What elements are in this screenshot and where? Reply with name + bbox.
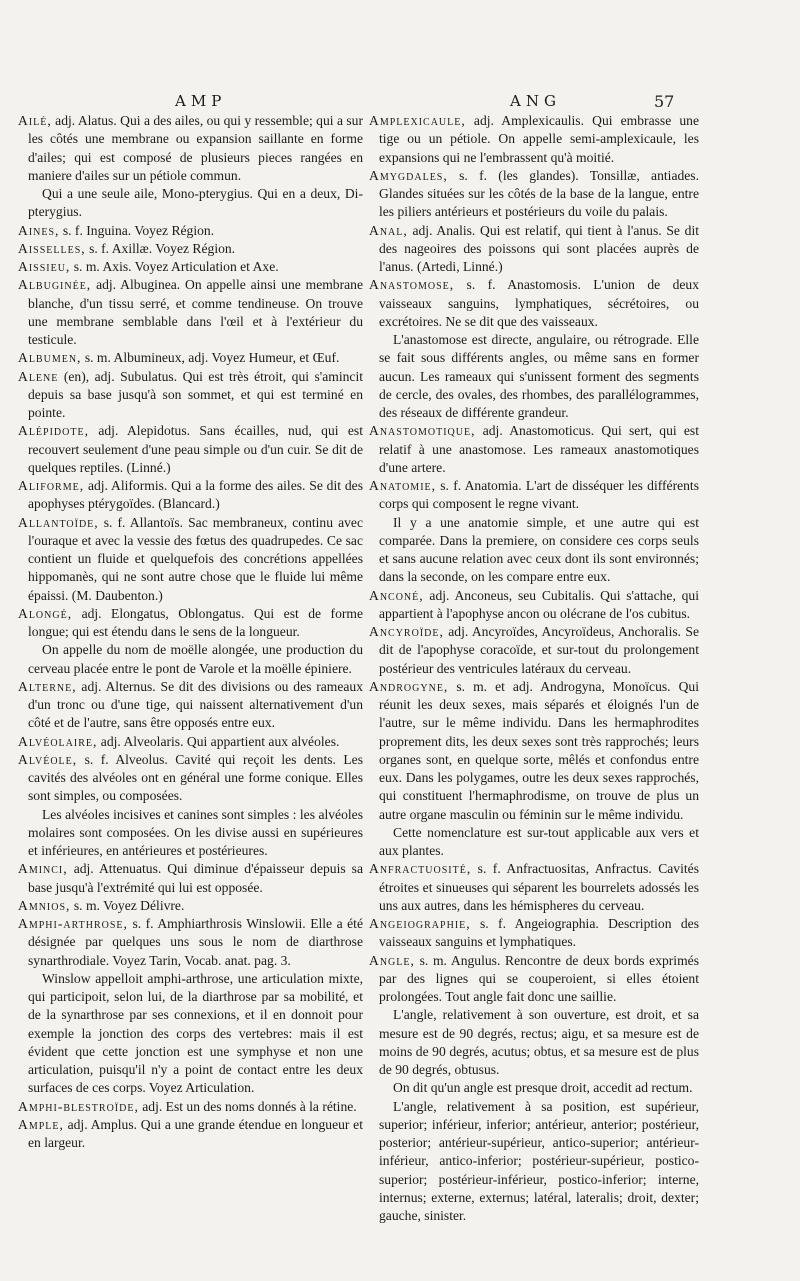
entry-text: adj. Anconeus, seu Cubitalis. Qui s'attache, qui appartient à l'apophyse ancon ou olécrane de l'os cubitus. xyxy=(379,587,699,621)
dictionary-entry xyxy=(18,751,363,806)
entry-paragraph xyxy=(18,641,363,678)
entry-text: s. f. Allantoïs. Sac membraneux, continu avec l'ouraque et avec la vessie des fœtus des quadrupedes. Ce sac contient un fluide et quelquefois des concrétions appellées hippomanès, qui ne sont autre chose que le fluide lui même épaissi. (M. Daubenton.) xyxy=(28,514,363,603)
dictionary-entry xyxy=(369,112,699,167)
entry-text: s. m. et adj. Androgyna, Monoïcus. Qui réunit les deux sexes, mais séparés et éloignés l'un de l'autre, sur le même individu. Dans les hermaphrodites proprement dits, les deux sexes sont très rapprochés; leurs organes sont, en quelque sorte, mêlés et confondus entre eux. Dans les polygames, outre les deux sexes rapprochés, qui constituent l'hermaphrodisme, on trouve de plus un autre organe masculin ou féminin sur le même individu. xyxy=(379,678,699,822)
entry-text: Il y a une anatomie simple, et une autre qui est comparée. Dans la premiere, on considere ces corps seuls et sans aucune relation avec ceux dont ils sont environnés; dans la seconde, on les compare entre eux. xyxy=(379,514,699,585)
entry-text: L'anastomose est directe, angulaire, ou rétrograde. Elle se fait sous différents angles, ou même sans en former aucun. Les rameaux qui s'unissent forment des segments de cercle, des ovales, des rhombes, des parallélogrammes, des réseaux de différente grandeur. xyxy=(379,332,699,420)
entry-headword: Alvéole, xyxy=(18,751,78,767)
entry-headword: Angle, xyxy=(369,952,415,968)
entry-text: L'angle, relativement à sa position, est supérieur, superior; inférieur, inferior; antérieur, anterior; postérieur, posterior; antérieur-supérieur, antico-superior; antérieur-inférieur, antico-inferior; postérieur-supérieur, postico-superior; postérieur-inférieur, postico-inferior; interne, internus; externe, externus; latéral, lateralis; droit, dexter; gauche, sinister. xyxy=(379,1098,699,1223)
running-header xyxy=(0,90,800,114)
entry-text: s. m. Voyez Délivre. xyxy=(70,897,185,913)
entry-text: s. f. Alveolus. Cavité qui reçoit les dents. Les cavités des alvéoles ont en général une forme conique. Elles sont simples, ou composées. xyxy=(28,751,363,804)
dictionary-entry xyxy=(18,678,363,733)
entry-text: Qui a une seule aile, Mono-pterygius. Qui en a deux, Di-pterygius. xyxy=(28,186,363,220)
dictionary-entry xyxy=(18,422,363,477)
dictionary-entry xyxy=(369,422,699,477)
dictionary-entry xyxy=(369,222,699,277)
entry-headword: Anfractuosité, xyxy=(369,861,472,877)
entry-text: adj. Elongatus, Oblongatus. Qui est de forme longue; qui est étendu dans le sens de la longueur. xyxy=(28,605,363,639)
entry-text: Winslow appelloit amphi-arthrose, une articulation mixte, qui participoit, selon lui, de la diarthrose par sa mobilité, et de la synarthrose par ses connexions, et il en donnoit pour exemple la jonction des corps des vertebres: mais il est évident que cette jonction est une symphyse et non une articulation, puisqu'il n'y a point de contact entre les deux surfaces de ces corps. Voyez Articulation. xyxy=(28,970,363,1096)
dictionary-entry xyxy=(18,222,363,240)
entry-text: adj. Aliformis. Qui a la forme des ailes. Se dit des apophyses ptérygoïdes. (Blancard.) xyxy=(28,478,363,512)
dictionary-entry xyxy=(18,258,363,276)
entry-paragraph xyxy=(369,331,699,422)
entry-headword: Alépidote, xyxy=(18,423,89,439)
entry-text: adj. Anastomoticus. Qui sert, qui est relatif à une anastomose. Les rameaux anastomotiques d'une artere. xyxy=(379,423,699,475)
entry-text: s. f. (les glandes). Tonsillæ, antiades. Glandes situées sur les côtés de la base de la langue, entre les piliers antérieurs et postérieurs du voile du palais. xyxy=(379,167,699,220)
dictionary-entry xyxy=(18,605,363,642)
entry-headword: Albumen, xyxy=(18,350,82,366)
dictionary-entry xyxy=(18,915,363,970)
entry-headword: Amphi-arthrose, xyxy=(18,916,128,931)
entry-text: adj. Est un des noms donnés à la rétine. xyxy=(138,1098,357,1114)
entry-text: s. f. Axillæ. Voyez Région. xyxy=(85,240,236,256)
entry-headword: Anastomose, xyxy=(369,277,455,293)
entry-paragraph xyxy=(369,1098,699,1226)
entry-text: adj. Alatus. Qui a des ailes, ou qui y ressemble; qui a sur les côtés une membrane ou expansion saillante en forme d'ailes; qui est composé de plusieurs pieces rangées en maniere d'ailes sur un pétiole commun. xyxy=(28,113,363,183)
entry-text: adj. Albuginea. On appelle ainsi une membrane blanche, d'un tissu serré, et comme tendineuse. On trouve une membrane semblable dans l'œil et à l'extérieur du testicule. xyxy=(28,277,363,347)
entry-text: (en), adj. Subulatus. Qui est très étroit, qui s'amincit depuis sa base jusqu'à son sommet, et qui est terminé en pointe. xyxy=(28,368,363,420)
dictionary-entry xyxy=(18,1116,363,1153)
entry-text: Cette nomenclature est sur-tout applicable aux vers et aux plantes. xyxy=(379,824,699,858)
entry-text: adj. Analis. Qui est relatif, qui tient à l'anus. Se dit des nageoires des poissons qui sont placées auprès de l'anus. (Artedi, Linné.) xyxy=(379,222,699,274)
dictionary-entry xyxy=(18,349,363,367)
dictionary-entry xyxy=(18,112,363,185)
dictionary-entry xyxy=(369,952,699,1007)
entry-paragraph xyxy=(18,970,363,1098)
entry-text: adj. Amplus. Qui a une grande étendue en longueur et en largeur. xyxy=(28,1116,363,1150)
header-right-guide-word: ANG xyxy=(510,92,561,110)
entry-headword: Amygdales, xyxy=(369,167,448,183)
entry-headword: Anastomotique, xyxy=(369,423,476,439)
entry-headword: Amplexicaule, xyxy=(369,113,466,128)
dictionary-entry xyxy=(18,1098,363,1116)
entry-headword: Alene xyxy=(18,368,59,384)
dictionary-entry xyxy=(369,860,699,915)
dictionary-entry xyxy=(369,276,699,331)
entry-headword: Amphi-blestroïde, xyxy=(18,1098,139,1114)
entry-headword: Alvéolaire, xyxy=(18,733,98,749)
entry-text: On dit qu'un angle est presque droit, accedit ad rectum. xyxy=(393,1080,693,1096)
entry-text: s. f. Amphiarthrosis Winslowii. Elle a été désignée par quelques uns sous le nom de diarthrose synarthrodiale. Voyez Tarin, Vocab. anat. pag. 3. xyxy=(28,916,363,968)
dictionary-entry xyxy=(369,167,699,222)
dictionary-entry xyxy=(18,514,363,605)
dictionary-entry xyxy=(18,477,363,514)
entry-headword: Anatomie, xyxy=(369,478,437,493)
entry-text: s. m. Angulus. Rencontre de deux bords exprimés par des lignes qui se couperoient, si elles étoient prolongées. Tout angle fait donc une saillie. xyxy=(379,952,699,1004)
entry-headword: Ailé, xyxy=(18,113,52,128)
entry-text: s. f. Anfractuositas, Anfractus. Cavités étroites et sinueuses qui séparent les bourrelets adossés les uns aux autres, dans les hémispheres du cerveau. xyxy=(379,861,699,913)
dictionary-entry xyxy=(369,477,699,514)
dictionary-entry xyxy=(18,368,363,423)
entry-text: adj. Amplexicaulis. Qui embrasse une tige ou un pétiole. On appelle semi-amplexicaule, les expansions qui ne l'embrassent qu'à moitié. xyxy=(379,113,699,165)
entry-headword: Albuginée, xyxy=(18,277,92,293)
left-column xyxy=(18,112,363,1152)
entry-text: adj. Ancyroïdes, Ancyroïdeus, Anchoralis. Se dit de l'apophyse coracoïde, et sur-tout du prolongement postérieur des ventricules latéraux du cerveau. xyxy=(379,624,699,676)
entry-text: Les alvéoles incisives et canines sont simples : les alvéoles molaires sont composées. On les divise aussi en supérieures et inférieures, en antérieures et postérieures. xyxy=(28,806,363,858)
entry-headword: Angeiographie, xyxy=(369,916,471,931)
entry-headword: Alongé, xyxy=(18,605,73,621)
dictionary-entry xyxy=(18,897,363,915)
entry-paragraph xyxy=(18,806,363,861)
entry-paragraph xyxy=(18,185,363,222)
dictionary-entry xyxy=(18,276,363,349)
entry-text: L'angle, relativement à son ouverture, est droit, et sa mesure est de 90 degrés, rectus; aigu, et sa mesure est de moins de 90 degrés, acutus; obtus, et sa mesure est de plus de 90 degrés, obtusus. xyxy=(379,1007,699,1077)
entry-headword: Aliforme, xyxy=(18,478,85,493)
entry-headword: Androgyne, xyxy=(369,678,449,694)
entry-headword: Allantoïde, xyxy=(18,514,99,530)
entry-headword: Aminci, xyxy=(18,861,68,877)
entry-headword: Aisselles, xyxy=(18,240,86,256)
right-column xyxy=(369,112,699,1225)
entry-text: adj. Alternus. Se dit des divisions ou des rameaux d'un tronc ou d'une tige, qui naissent alternativement d'un côté et de l'autre, sans être opposés entre eux. xyxy=(28,678,363,731)
entry-text: s. f. Angeiographia. Description des vaisseaux sanguins et lymphatiques. xyxy=(379,916,699,950)
entry-paragraph xyxy=(369,1006,699,1079)
entry-headword: Anal, xyxy=(369,222,408,238)
entry-text: adj. Alveolaris. Qui appartient aux alvéoles. xyxy=(97,733,340,749)
entry-text: adj. Alepidotus. Sans écailles, nud, qui est recouvert seulement d'une peau simple ou d'un cuir. Se dit de quelques reptiles. (Linné.) xyxy=(28,423,363,475)
entry-headword: Anconé, xyxy=(369,587,424,603)
entry-text: adj. Attenuatus. Qui diminue d'épaisseur depuis sa base jusqu'à l'extrémité qui lui est opposée. xyxy=(28,861,363,895)
entry-text: s. f. Anatomia. L'art de disséquer les différents corps qui composent le regne vivant. xyxy=(379,478,699,512)
entry-paragraph xyxy=(369,1079,699,1097)
entry-headword: Aissieu, xyxy=(18,259,71,274)
header-left-guide-word: AMP xyxy=(175,92,227,110)
entry-text: s. f. Anastomosis. L'union de deux vaisseaux sanguins, lymphatiques, sécrétoires, ou excrétoires. Ne se dit que des vaisseaux. xyxy=(379,277,699,329)
dictionary-entry xyxy=(369,678,699,824)
dictionary-entry xyxy=(369,623,699,678)
dictionary-entry xyxy=(18,860,363,897)
page-number: 57 xyxy=(654,92,675,111)
entry-headword: Alterne, xyxy=(18,678,77,694)
entry-headword: Amnios, xyxy=(18,897,71,913)
entry-paragraph xyxy=(369,824,699,861)
entry-headword: Ample, xyxy=(18,1116,64,1132)
dictionary-entry xyxy=(18,733,363,751)
entry-text: s. m. Axis. Voyez Articulation et Axe. xyxy=(70,259,279,274)
entry-text: On appelle du nom de moëlle alongée, une production du cerveau placée entre le pont de Varole et la moëlle épiniere. xyxy=(28,642,363,676)
entry-paragraph xyxy=(369,514,699,587)
dictionary-entry xyxy=(369,915,699,952)
entry-text: s. f. Inguina. Voyez Région. xyxy=(59,222,215,238)
dictionary-entry xyxy=(369,587,699,624)
entry-headword: Ancyroïde, xyxy=(369,624,444,639)
dictionary-entry xyxy=(18,240,363,258)
entry-text: s. m. Albumineux, adj. Voyez Humeur, et Œuf. xyxy=(81,350,340,366)
entry-headword: Aines, xyxy=(18,222,60,238)
